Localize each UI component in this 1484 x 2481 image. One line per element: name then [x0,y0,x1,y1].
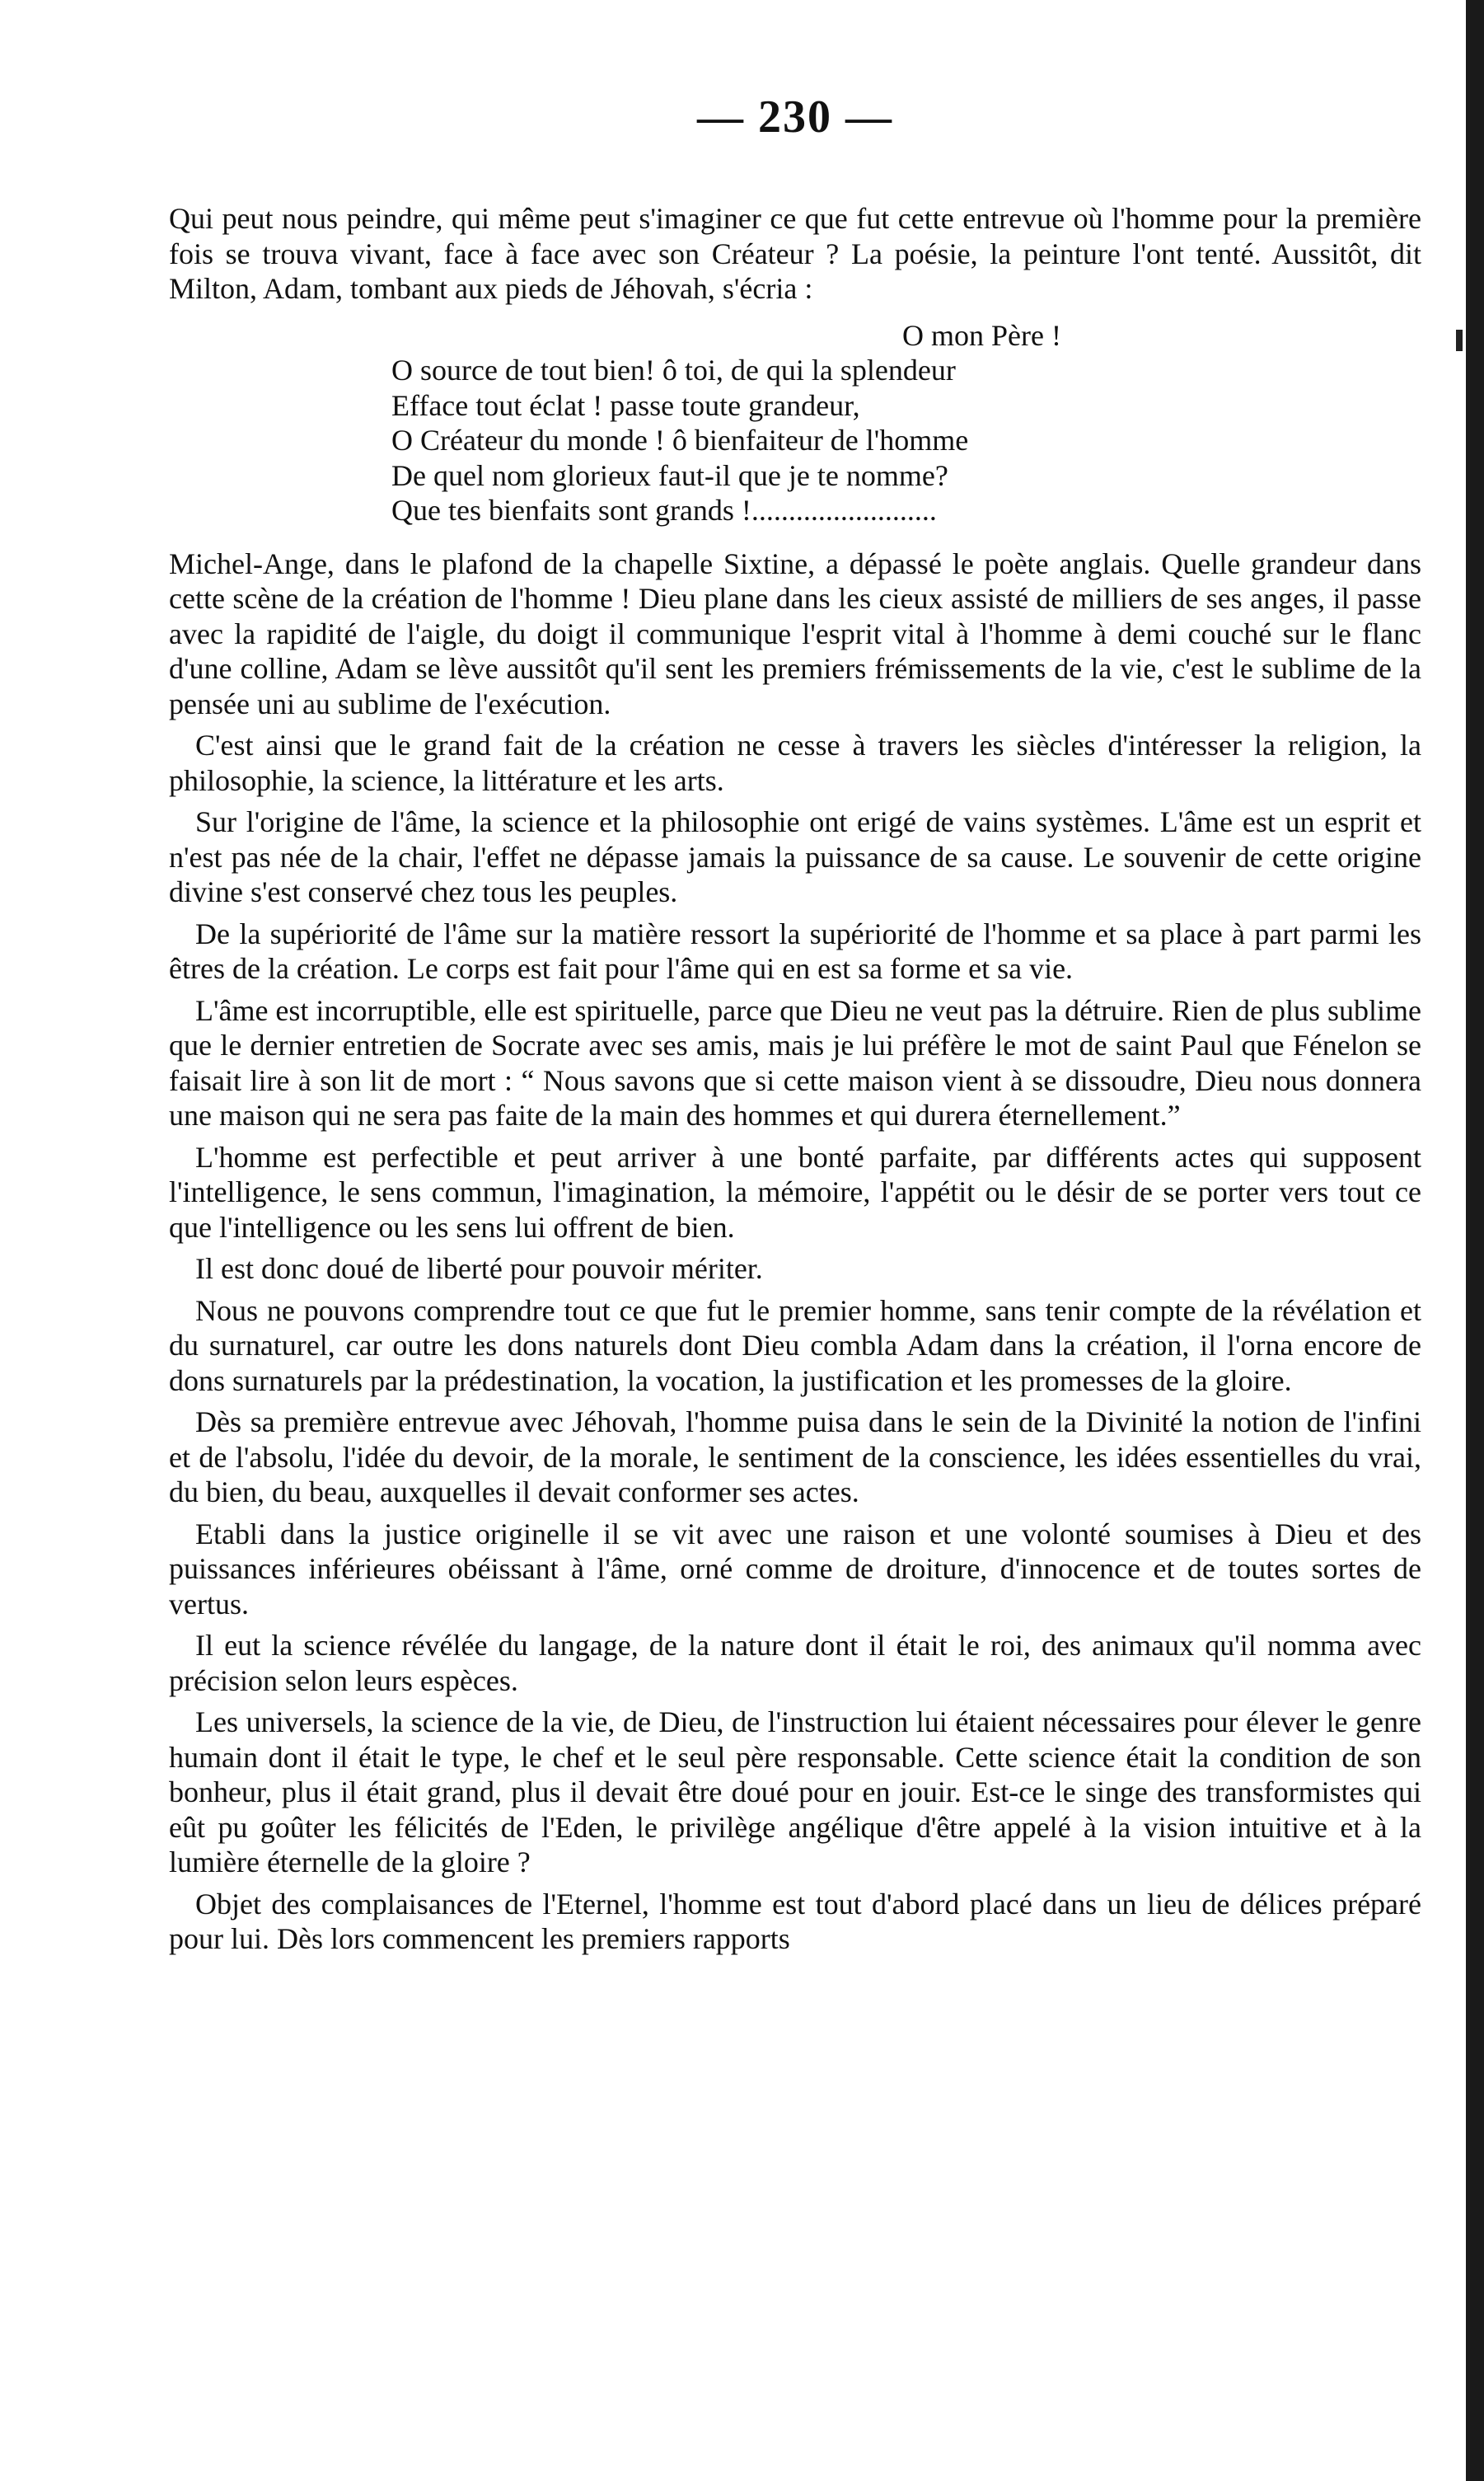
verse-line: O mon Père ! [902,318,1061,352]
paragraph: Il eut la science révélée du langage, de la nature dont il était le roi, des animaux qu'il nomma avec précision selon leurs espèces. [169,1629,1421,1697]
verse-line: O Créateur du monde ! ô bienfaiteur de l'homme [391,424,969,457]
verse-line: O source de tout bien! ô toi, de qui la splendeur [391,354,956,387]
verse-block [391,318,1421,528]
page-number: — 230 — [697,91,893,143]
verse-line: Que tes bienfaits sont grands !......................... [391,494,937,527]
book-page [169,91,1421,1963]
scan-mark [1456,330,1463,351]
verse-line: Efface tout éclat ! passe toute grandeur, [391,388,860,422]
paragraph: Dès sa première entrevue avec Jéhovah, l'homme puisa dans le sein de la Divinité la notion de l'infini et de l'absolu, l'idée du devoir, de la morale, le sentiment de la conscience, les idées essentielles du vrai, du bien, du beau, auxquelles il devait conformer ses actes. [169,1405,1421,1508]
paragraph: C'est ainsi que le grand fait de la création ne cesse à travers les siècles d'intéresser la religion, la philosophie, la science, la littérature et les arts. [169,729,1421,797]
paragraph: Qui peut nous peindre, qui même peut s'imaginer ce que fut cette entrevue où l'homme pour la première fois se trouva vivant, face à face avec son Créateur ? La poésie, la peinture l'ont tenté. Aussitôt, dit Milton, Adam, tombant aux pieds de Jéhovah, s'écria : [169,202,1421,305]
paragraph: Il est donc doué de liberté pour pouvoir mériter. [195,1252,763,1285]
paragraph: Sur l'origine de l'âme, la science et la philosophie ont erigé de vains systèmes. L'âme est un esprit et n'est pas née de la chair, l'effet ne dépasse jamais la puissance de sa cause. Le souvenir de cette origine divine s'est conservé chez tous les peuples. [169,805,1421,908]
paragraph: Etabli dans la justice originelle il se vit avec une raison et une volonté soumises à Dieu et des puissances inférieures obéissant à l'âme, orné comme de droiture, d'innocence et de toutes sortes de vertus. [169,1517,1421,1620]
paragraph: Michel-Ange, dans le plafond de la chapelle Sixtine, a dépassé le poète anglais. Quelle grandeur dans cette scène de la création de l'homme ! Dieu plane dans les cieux assisté de milliers de ses anges, il passe avec la rapidité de l'aigle, du doigt il communique l'esprit vital à l'homme à demi couché sur le flanc d'une colline, Adam se lève aussitôt qu'il sent les premiers frémissements de la vie, c'est le sublime de la pensée uni au sublime de l'exécution. [169,546,1421,720]
paragraph: Les universels, la science de la vie, de Dieu, de l'instruction lui étaient nécessaires pour élever le genre humain dont il était le type, le chef et le seul père responsable. Cette science était la condition de son bonheur, plus il était grand, plus il devait être doué pour en jouir. Est-ce le singe des transformistes qui eût pu goûter les félicités de l'Eden, le privilège angélique d'être appelé à la vision intuitive et à la lumière éternelle de la gloire ? [169,1705,1421,1878]
paragraph: L'âme est incorruptible, elle est spirituelle, parce que Dieu ne veut pas la détruire. Rien de plus sublime que le dernier entretien de Socrate avec ses amis, mais je lui préfère le mot de saint Paul que Fénelon se faisait lire à son lit de mort : “ Nous savons que si cette maison vient à se dissoudre, Dieu nous donnera une maison qui ne sera pas faite de la main des hommes et qui durera éternellement.” [169,993,1422,1132]
paragraph: L'homme est perfectible et peut arriver à une bonté parfaite, par différents actes qui supposent l'intelligence, le sens commun, l'imagination, la mémoire, l'appétit ou le désir de se porter vers tout ce que l'intelligence ou les sens lui offrent de bien. [169,1140,1421,1244]
scan-border [1466,0,1484,2481]
verse-line: De quel nom glorieux faut-il que je te nomme? [391,458,948,492]
paragraph: De la supériorité de l'âme sur la matière ressort la supériorité de l'homme et sa place à part parmi les êtres de la création. Le corps est fait pour l'âme qui en est sa forme et sa vie. [169,917,1421,985]
paragraph: Nous ne pouvons comprendre tout ce que fut le premier homme, sans tenir compte de la révélation et du surnaturel, car outre les dons naturels dont Dieu combla Adam dans la création, il l'orna encore de dons surnaturels par la prédestination, la vocation, la justification et les promesses de la gloire. [169,1293,1421,1397]
paragraph: Objet des complaisances de l'Eternel, l'homme est tout d'abord placé dans un lieu de délices préparé pour lui. Dès lors commencent les premiers rapports [169,1887,1421,1955]
